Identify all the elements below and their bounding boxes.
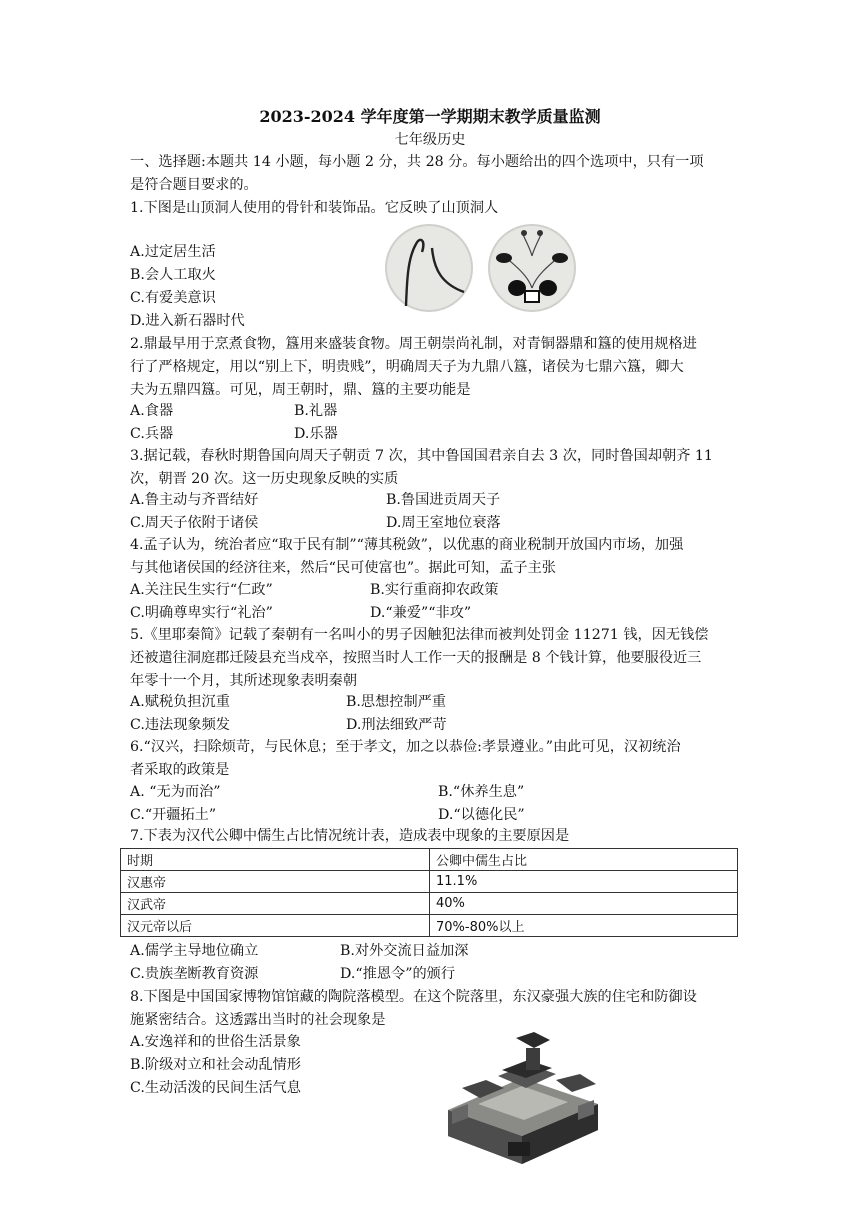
- q2-stem-line-1: 2.鼎最早用于烹煮食物，簋用来盛装食物。周王朝崇尚礼制，对青铜器鼎和簋的使用规格进: [130, 336, 697, 352]
- q1-option-a: A.过定居生活: [130, 244, 216, 260]
- q4-option-d: D.“兼爱”“非攻”: [370, 605, 472, 621]
- q6-option-b: B.“休养生息”: [438, 784, 525, 800]
- q6-option-a: A. “无为而治”: [130, 784, 221, 800]
- table-cell: 11.1%: [430, 871, 738, 893]
- q2-stem-line-3: 夫为五鼎四簋。可见，周王朝时，鼎、簋的主要功能是: [130, 382, 471, 398]
- q6-stem-line-1: 6.“汉兴，扫除烦苛，与民休息；至于孝文，加之以恭俭:孝景遵业。”由此可见，汉初统治: [130, 739, 681, 755]
- q1-option-c: C.有爱美意识: [130, 290, 216, 306]
- q3-stem-line-1: 3.据记载，春秋时期鲁国向周天子朝贡 7 次，其中鲁国国君亲自去 3 次，同时鲁国却朝齐 11: [130, 448, 713, 464]
- q2-option-c: C.兵器: [130, 426, 174, 442]
- q6-option-c: C.“开疆拓土”: [130, 807, 217, 823]
- q4-stem-line-2: 与其他诸侯国的经济往来，然后“民可使富也”。据此可知，孟子主张: [130, 560, 556, 576]
- q7-table: [120, 848, 738, 937]
- table-row: [121, 871, 738, 893]
- q3-stem-line-2: 次，朝晋 20 次。这一历史现象反映的实质: [130, 471, 399, 487]
- q7-option-c: C.贵族垄断教育资源: [130, 966, 259, 982]
- table-cell: 汉惠帝: [121, 871, 430, 893]
- q7-option-b: B.对外交流日益加深: [340, 943, 469, 959]
- q4-stem-line-1: 4.孟子认为，统治者应“取于民有制”“薄其税敛”，以优惠的商业税制开放国内市场，加强: [130, 537, 684, 553]
- q6-stem-line-2: 者采取的政策是: [130, 762, 230, 778]
- table-header-cell: 时期: [121, 849, 430, 871]
- table-cell: 汉元帝以后: [121, 915, 430, 937]
- q5-stem-line-2: 还被遣往洞庭郡迁陵县充当戍卒，按照当时人工作一天的报酬是 8 个钱计算，他要服役近三: [130, 650, 702, 666]
- exam-subtitle: 七年级历史: [394, 132, 466, 148]
- q8-stem-line-2: 施紧密结合。这透露出当时的社会现象是: [130, 1012, 386, 1028]
- q4-option-b: B.实行重商抑农政策: [370, 582, 499, 598]
- table-cell: 70%-80%以上: [430, 915, 738, 937]
- q7-option-d: D.“推恩令”的颁行: [340, 966, 456, 982]
- table-cell: 40%: [430, 893, 738, 915]
- table-row: [121, 893, 738, 915]
- q5-option-b: B.思想控制严重: [346, 694, 447, 710]
- q8-option-b: B.阶级对立和社会动乱情形: [130, 1057, 301, 1073]
- q3-option-d: D.周王室地位衰落: [386, 515, 501, 531]
- q3-option-b: B.鲁国进贡周天子: [386, 492, 501, 508]
- q7-stem: 7.下表为汉代公卿中儒生占比情况统计表，造成表中现象的主要原因是: [130, 828, 570, 844]
- q8-option-a: A.安逸祥和的世俗生活景象: [130, 1034, 301, 1050]
- q5-option-d: D.刑法细致严苛: [346, 717, 447, 733]
- q4-option-a: A.关注民生实行“仁政”: [130, 582, 273, 598]
- exam-title: 2023-2024 学年度第一学期期末教学质量监测: [259, 107, 601, 126]
- bone-needle-ornament-image: [384, 218, 576, 318]
- q1-stem: 1.下图是山顶洞人使用的骨针和装饰品。它反映了山顶洞人: [130, 200, 499, 216]
- q3-option-a: A.鲁主动与齐晋结好: [130, 492, 259, 508]
- table-header-cell: 公卿中儒生占比: [430, 849, 738, 871]
- q8-option-c: C.生动活泼的民间生活气息: [130, 1080, 301, 1096]
- q5-stem-line-1: 5.《里耶秦简》记载了秦朝有一名叫小的男子因触犯法律而被判处罚金 11271 钱，因无钱偿: [130, 627, 709, 643]
- q5-stem-line-3: 年零十一个月，其所述现象表明秦朝: [130, 673, 358, 689]
- q6-option-d: D.“以德化民”: [438, 807, 525, 823]
- q5-option-a: A.赋税负担沉重: [130, 694, 230, 710]
- pottery-courtyard-model-image: [438, 1018, 606, 1170]
- q4-option-c: C.明确尊卑实行“礼治”: [130, 605, 273, 621]
- q2-option-a: A.食器: [130, 403, 174, 419]
- q2-option-b: B.礼器: [294, 403, 338, 419]
- q2-option-d: D.乐器: [294, 426, 338, 442]
- section-instruction-cont: 是符合题目要求的。: [130, 177, 258, 193]
- table-row: [121, 915, 738, 937]
- q8-stem-line-1: 8.下图是中国国家博物馆馆藏的陶院落模型。在这个院落里，东汉豪强大族的住宅和防御设: [130, 989, 697, 1005]
- q1-option-b: B.会人工取火: [130, 267, 216, 283]
- section-instruction: 一、选择题:本题共 14 小题，每小题 2 分，共 28 分。每小题给出的四个选项中，只有一项: [130, 154, 704, 170]
- table-header-row: [121, 849, 738, 871]
- table-cell: 汉武帝: [121, 893, 430, 915]
- q3-option-c: C.周天子依附于诸侯: [130, 515, 259, 531]
- q5-option-c: C.违法现象频发: [130, 717, 230, 733]
- q1-option-d: D.进入新石器时代: [130, 313, 245, 329]
- q7-option-a: A.儒学主导地位确立: [130, 943, 259, 959]
- q2-stem-line-2: 行了严格规定，用以“别上下，明贵贱”，明确周天子为九鼎八簋，诸侯为七鼎六簋，卿大: [130, 359, 684, 375]
